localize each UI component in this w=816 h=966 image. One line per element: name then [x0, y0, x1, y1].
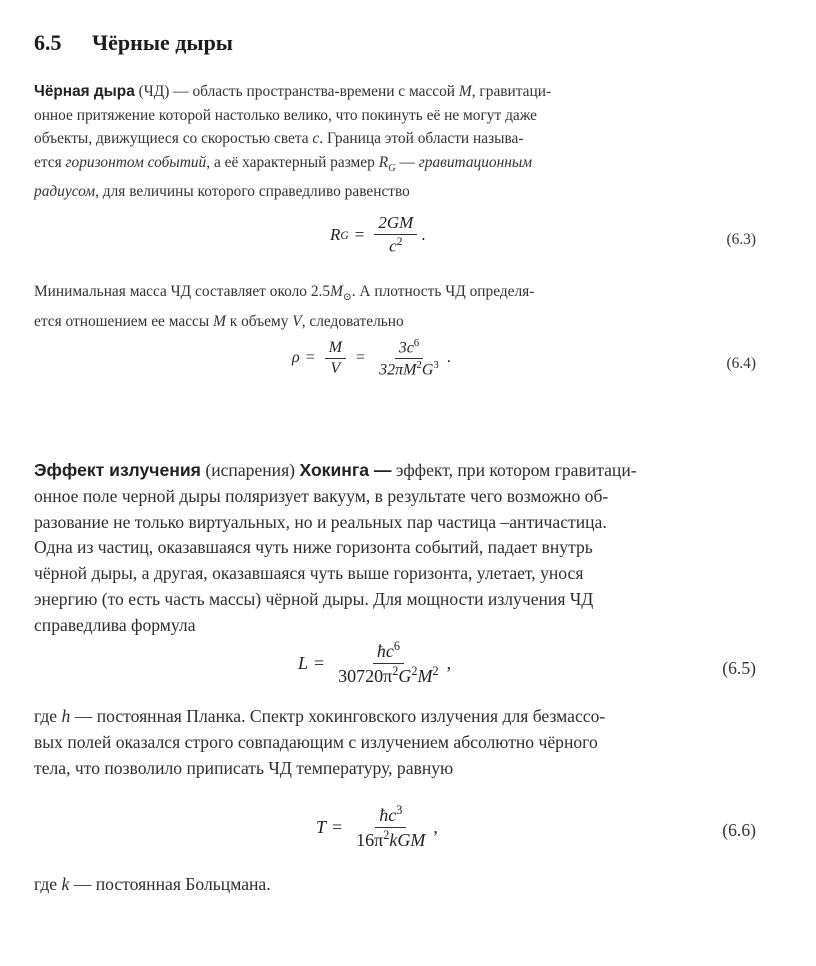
var-volume: V — [292, 313, 302, 331]
var-mass: M — [458, 83, 472, 100]
text: , следовательно — [301, 313, 404, 331]
equation-number: (6.5) — [722, 658, 756, 678]
lhs: R — [330, 225, 341, 245]
den-text: 30720π — [338, 665, 393, 686]
text: (испарения) — [200, 460, 300, 480]
punct: . — [421, 225, 426, 245]
subscript: ⊙ — [342, 292, 352, 304]
paragraph-hawking-spectrum — [34, 704, 772, 781]
punct: , — [446, 652, 452, 673]
den-text: 16π — [356, 829, 384, 850]
formula — [298, 640, 451, 687]
punct: . — [446, 349, 451, 367]
den-base: c — [389, 236, 397, 256]
text: ется отношением ее массы — [34, 313, 214, 331]
equation-6-5 — [0, 640, 816, 690]
subscript: G — [340, 228, 349, 242]
superscript: 2 — [383, 827, 390, 842]
text: объекты, движущиеся со скоростью света — [34, 130, 313, 147]
formula — [316, 804, 438, 851]
var-solar-mass: M — [330, 283, 343, 300]
fraction — [374, 214, 417, 256]
text-line: энергию (то есть часть массы) чёрной дыры. Для мощности излучения ЧД — [34, 588, 594, 609]
text: где — [34, 874, 62, 894]
text-line: чёрной дыры, а другая, оказавшаяся чуть выше горизонта, улетает, унося — [34, 563, 584, 584]
den-text: G — [421, 361, 434, 379]
term-hawking: Хокинга — — [299, 460, 392, 480]
var-mass: M — [213, 313, 226, 331]
num-text: ħc — [379, 805, 397, 825]
text: где — [34, 706, 62, 726]
text-line: справедлива формула — [34, 614, 196, 635]
denominator — [352, 828, 429, 851]
term-event-horizon: горизонтом событий — [65, 153, 207, 171]
text: . А плотность ЧД определя- — [351, 283, 535, 300]
numerator — [395, 338, 424, 359]
term-black-hole: Чёрная дыра — [34, 83, 135, 100]
denominator: V — [330, 359, 341, 377]
lhs: T — [316, 816, 327, 837]
equation-number: (6.3) — [726, 231, 756, 248]
text: (ЧД) — область пространства-времени с массой — [134, 83, 459, 100]
formula — [292, 338, 451, 379]
var-speed-of-light: c — [312, 130, 320, 147]
term-radiation-effect: Эффект излучения — [34, 460, 201, 480]
paragraph-black-hole-definition — [34, 80, 772, 204]
fraction — [352, 804, 429, 851]
text: — постоянная Больцмана. — [69, 874, 271, 894]
equation-6-6 — [0, 804, 816, 854]
text-line: онное поле черной дыры поляризует вакуум, в результате чего возможно об- — [34, 485, 609, 506]
var-radius: R — [378, 153, 389, 171]
equation-number: (6.4) — [726, 355, 756, 372]
superscript: 2 — [396, 234, 403, 248]
operator: = — [305, 349, 315, 367]
term-radius: радиусом — [34, 183, 96, 201]
denominator — [375, 359, 443, 379]
superscript: 3 — [396, 803, 403, 817]
text-line: онное притяжение которой настолько велико, что покинуть её не могут даже — [34, 106, 537, 124]
text: ется — [34, 153, 66, 171]
operator: = — [354, 225, 365, 245]
superscript: 2 — [416, 358, 422, 371]
subscript: G — [388, 162, 396, 174]
text-line: разование не только виртуальных, но и реальных пар частица –античастица. — [34, 511, 607, 532]
fraction — [334, 640, 442, 687]
den-text: 32πM — [379, 361, 417, 379]
operator: = — [332, 816, 343, 837]
text: к объему — [225, 313, 293, 331]
text: , гравитаци- — [471, 83, 552, 100]
text-line: тела, что позволило приписать ЧД температуру, равную — [34, 757, 454, 778]
text: — постоянная Планка. Спектр хокинговского излучения для безмассо- — [70, 706, 606, 726]
equation-6-4 — [0, 338, 816, 388]
fraction-2 — [375, 338, 443, 379]
section-title: Чёрные дыры — [92, 30, 233, 55]
text-line: вых полей оказался строго совпадающим с излучением абсолютно чёрного — [34, 731, 598, 752]
num-text: 3c — [398, 339, 414, 357]
superscript: 6 — [413, 337, 420, 349]
fraction-1 — [325, 339, 346, 377]
text: . Граница этой области называ- — [319, 130, 524, 147]
den-text: M — [417, 665, 433, 686]
superscript: 3 — [433, 358, 439, 371]
text: — — [395, 153, 419, 171]
num-text: ħc — [376, 641, 394, 661]
lhs: L — [298, 652, 309, 673]
numerator: 2GM — [374, 214, 417, 235]
superscript: 6 — [393, 639, 400, 653]
formula — [330, 214, 426, 256]
denominator — [334, 664, 442, 687]
text-line: Одна из частиц, оказавшаяся чуть ниже горизонта событий, падает внутрь — [34, 537, 593, 558]
numerator: M — [325, 339, 346, 359]
var-boltzmann: k — [61, 874, 70, 894]
numerator — [375, 804, 406, 828]
operator: = — [314, 652, 325, 673]
var-planck: h — [61, 706, 71, 726]
den-text: kGM — [389, 829, 426, 850]
paragraph-hawking-effect — [34, 458, 772, 639]
equation-number: (6.6) — [722, 820, 756, 840]
superscript: 2 — [411, 663, 418, 678]
lhs: ρ — [292, 349, 300, 367]
punct: , — [433, 816, 438, 837]
equation-6-3 — [0, 214, 816, 264]
section-heading — [34, 30, 233, 56]
term-gravitational: гравитационным — [418, 153, 533, 171]
paragraph-min-mass-density — [34, 280, 772, 334]
text: Минимальная масса ЧД составляет около 2.5 — [34, 283, 331, 300]
numerator — [373, 640, 404, 664]
section-number: 6.5 — [34, 30, 62, 55]
paragraph-boltzmann — [34, 872, 772, 898]
superscript: 2 — [432, 663, 439, 678]
text: , а её характерный размер — [206, 153, 379, 171]
operator: = — [356, 349, 366, 367]
text: эффект, при котором гравитаци- — [391, 460, 637, 480]
denominator — [385, 235, 406, 256]
den-text: G — [398, 665, 412, 686]
text: , для величины которого справедливо равенство — [95, 183, 410, 201]
superscript: 2 — [392, 663, 399, 678]
